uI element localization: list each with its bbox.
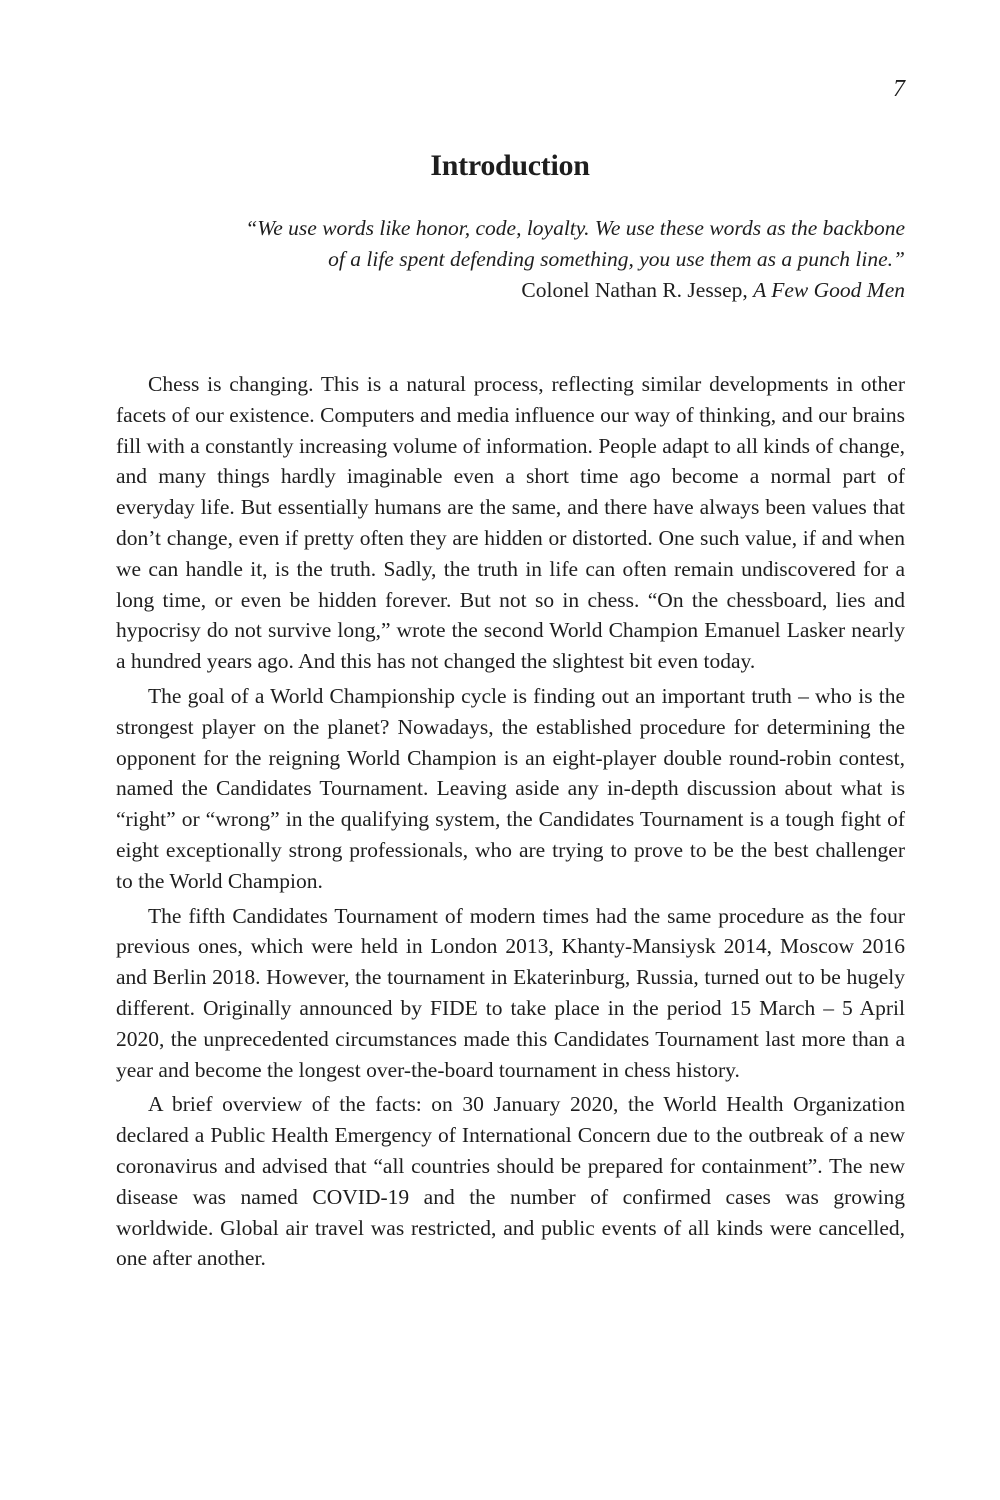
page-number: 7 bbox=[893, 76, 905, 102]
epigraph-attribution bbox=[120, 275, 905, 306]
epigraph-author: Colonel Nathan R. Jessep, bbox=[521, 278, 754, 302]
epigraph-work-title: A Few Good Men bbox=[753, 278, 905, 302]
body-text bbox=[116, 369, 905, 1278]
epigraph-quote-line-2: of a life spent defending something, you use them as a punch line.” bbox=[328, 247, 905, 271]
paragraph: A brief overview of the facts: on 30 January 2020, the World Health Organization declared a Public Health Emergency of International Concern due to the outbreak of a new coronavirus and advised that “all countries should be prepared for containment”. The new disease was named COVID-19 and the number of confirmed cases was growing worldwide. Global air travel was restricted, and public events of all kinds were cancelled, one after another. bbox=[116, 1092, 905, 1271]
epigraph-quote-line-1: “We use words like honor, code, loyalty. We use these words as the backbone bbox=[245, 216, 905, 240]
epigraph bbox=[120, 213, 905, 306]
paragraph: Chess is changing. This is a natural process, reflecting similar developments in other facets of our existence. Computers and media influence our way of thinking, and our brains fill with a constantly increasing volume of information. People adapt to all kinds of change, and many things hardly imaginable even a short time ago become a normal part of everyday life. But essentially humans are the same, and there have always been values that don’t change, even if pretty often they are hidden or distorted. One such value, if and when we can handle it, is the truth. Sadly, the truth in life can often remain undiscovered for a long time, or even be hidden forever. But not so in chess. “On the chessboard, lies and hypocrisy do not survive long,” wrote the second World Champion Emanuel Lasker nearly a hundred years ago. And this has not changed the slightest bit even today. bbox=[116, 372, 905, 674]
paragraph: The fifth Candidates Tournament of modern times had the same procedure as the four previous ones, which were held in London 2013, Khanty-Mansiysk 2014, Moscow 2016 and Berlin 2018. However, the tournament in Ekaterinburg, Russia, turned out to be hugely different. Originally announced by FIDE to take place in the period 15 March – 5 April 2020, the unprecedented circumstances made this Candidates Tournament last more than a year and become the longest over-the-board tournament in chess history. bbox=[116, 903, 905, 1082]
chapter-title: Introduction bbox=[430, 149, 590, 182]
epigraph-quote bbox=[120, 213, 905, 275]
paragraph: The goal of a World Championship cycle is finding out an important truth – who is the strongest player on the planet? Nowadays, the established procedure for determining the opponent for the reigning World Champion is an eight-player double round-robin contest, named the Candidates Tournament. Leaving aside any in-depth discussion about what is “right” or “wrong” in the qualifying system, the Candidates Tournament is a tough fight of eight exceptionally strong professionals, who are trying to prove to be the best challenger to the World Champion. bbox=[116, 683, 905, 893]
